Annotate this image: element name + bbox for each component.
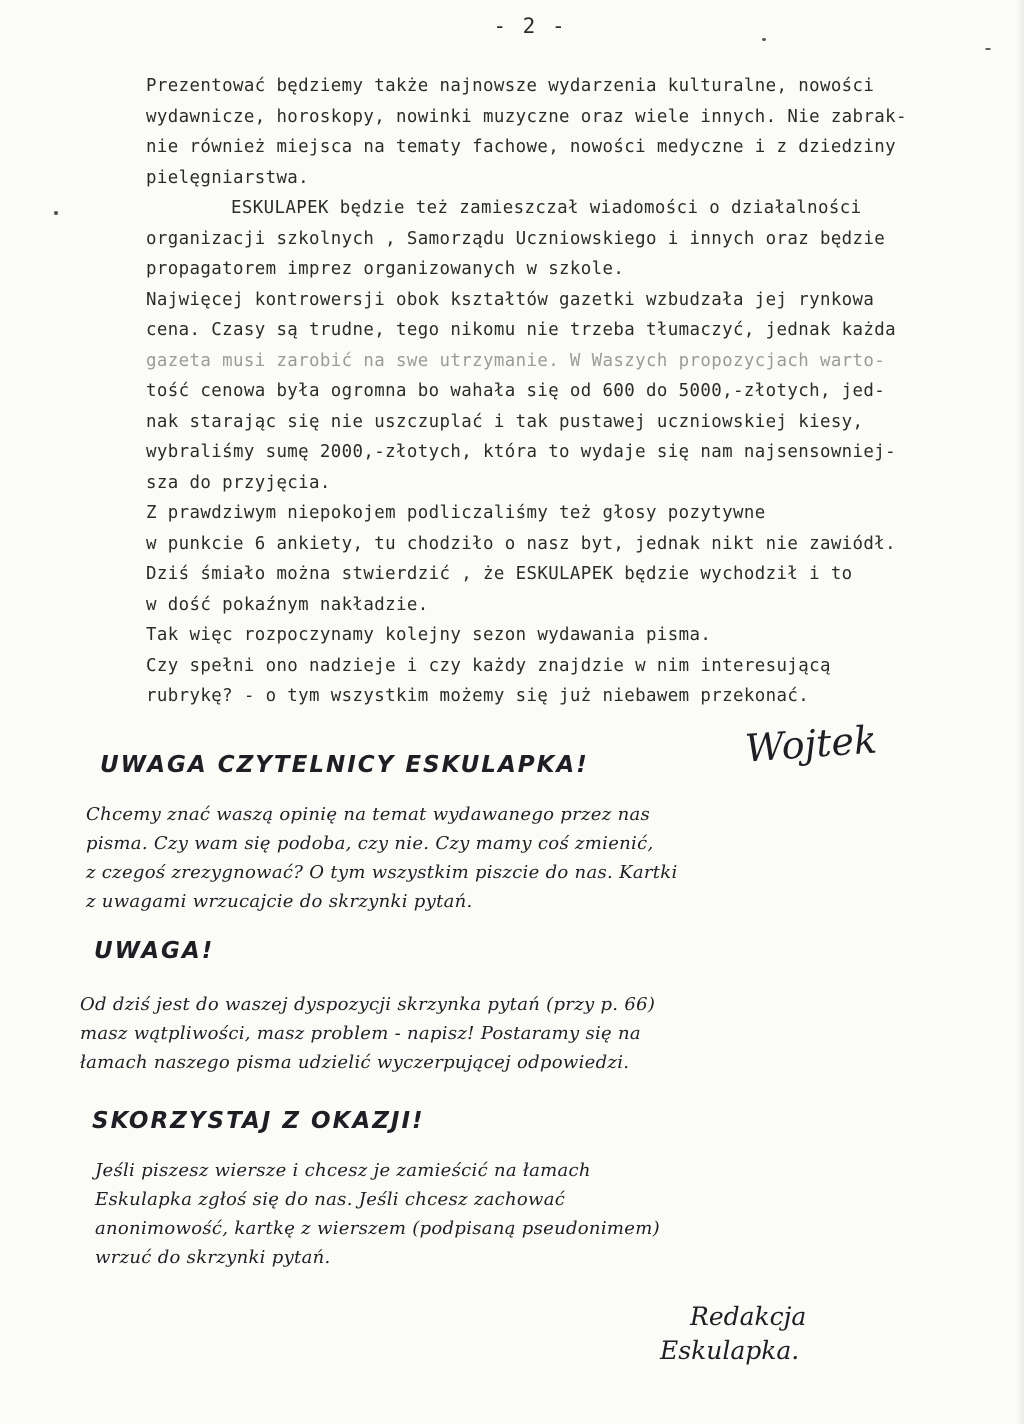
typed-line: wybraliśmy sumę 2000,-złotych, która to wydaje się nam najsensowniej- [146,442,897,462]
notice-heading-opportunity: SKORZYSTAJ Z OKAZJI! [92,1108,425,1134]
typed-line: Z prawdziwym niepokojem podliczaliśmy też głosy pozytywne [146,503,766,523]
typed-line: organizacji szkolnych , Samorządu Uczniowskiego i innych oraz będzie [146,228,886,249]
typed-line: Najwięcej kontrowersji obok kształtów gazetki wzbudzała jej rynkowa [146,289,875,310]
typed-line: nak starając się nie uszczuplać i tak pustawej uczniowskiej kiesy, [146,411,864,432]
handwritten-line: masz wątpliwości, masz problem - napisz! Postaramy się na [80,1023,641,1044]
author-signature: Wojtek [743,717,879,771]
handwritten-line: Od dziś jest do waszej dyspozycji skrzynka pytań (przy p. 66) [80,994,656,1015]
signature-line-magazine: Eskulapka. [660,1336,800,1365]
handwritten-line: pisma. Czy wam się podoba, czy nie. Czy mamy coś zmienić, [86,833,654,854]
notice-body-readers [86,800,678,916]
typed-line: tość cenowa była ogromna bo wahała się od 600 do 5000,-złotych, jed- [146,381,886,401]
typed-line: rubrykę? - o tym wszystkim możemy się już niebawem przekonać. [146,686,810,706]
page-number: - 2 - [493,14,567,38]
typed-line: propagatorem imprez organizowanych w szkole. [146,259,625,279]
notice-body-question-box [80,990,655,1077]
typed-line: gazeta musi zarobić na swe utrzymanie. W Waszych propozycjach warto- [146,350,886,371]
handwritten-line: z uwagami wrzucajcie do skrzynki pytań. [86,891,473,912]
typed-line: Czy spełni ono nadzieje i czy każdy znajdzie w nim interesującą [146,655,831,676]
signature-line-editorial: Redakcja [690,1302,807,1331]
editorial-signature [660,1300,807,1368]
typed-line: w dość pokaźnym nakładzie. [146,594,429,615]
typed-line: ESKULAPEK będzie też zamieszczał wiadomości o działalności [231,198,862,218]
notice-body-poems [95,1156,660,1272]
handwritten-line: Eskulapka zgłoś się do nas. Jeśli chcesz zachować [95,1189,566,1210]
handwritten-line: z czegoś zrezygnować? O tym wszystkim piszcie do nas. Kartki [86,862,678,883]
handwritten-line: Jeśli piszesz wiersze i chcesz je zamieścić na łamach [95,1160,591,1181]
stray-ink-dot [762,38,766,41]
typed-line: pielęgniarstwa. [146,167,310,188]
typed-line: sza do przyjęcia. [146,472,331,493]
handwritten-line: anonimowość, kartkę z wierszem (podpisaną pseudonimem) [95,1218,660,1239]
handwritten-line: wrzuć do skrzynki pytań. [95,1247,331,1268]
typed-line: nie również miejsca na tematy fachowe, nowości medyczne i z dziedziny [146,137,897,157]
stray-ink-dot [985,48,991,50]
typed-line: Tak więc rozpoczynamy kolejny sezon wydawania pisma. [146,625,712,645]
typed-line: wydawnicze, horoskopy, nowinki muzyczne oraz wiele innych. Nie zabrak- [146,106,907,127]
typed-article-text [146,71,1006,712]
typed-line: cena. Czasy są trudne, tego nikomu nie trzeba tłumaczyć, jednak każda [146,320,897,340]
page-edge-shadow [1016,0,1024,1424]
handwritten-line: Chcemy znać waszą opinię na temat wydawanego przez nas [86,804,651,825]
notice-heading-question-box: UWAGA! [94,938,215,964]
typed-line: Dziś śmiało można stwierdzić , że ESKULAPEK będzie wychodził i to [146,564,853,584]
handwritten-line: łamach naszego pisma udzielić wyczerpującej odpowiedzi. [80,1052,630,1073]
stray-ink-dot [54,211,58,215]
notice-heading-readers: UWAGA CZYTELNICY ESKULAPKA! [100,752,589,778]
typed-line: Prezentować będziemy także najnowsze wydarzenia kulturalne, nowości [146,76,875,96]
typed-line: w punkcie 6 ankiety, tu chodziło o nasz byt, jednak nikt nie zawiódł. [146,533,897,554]
